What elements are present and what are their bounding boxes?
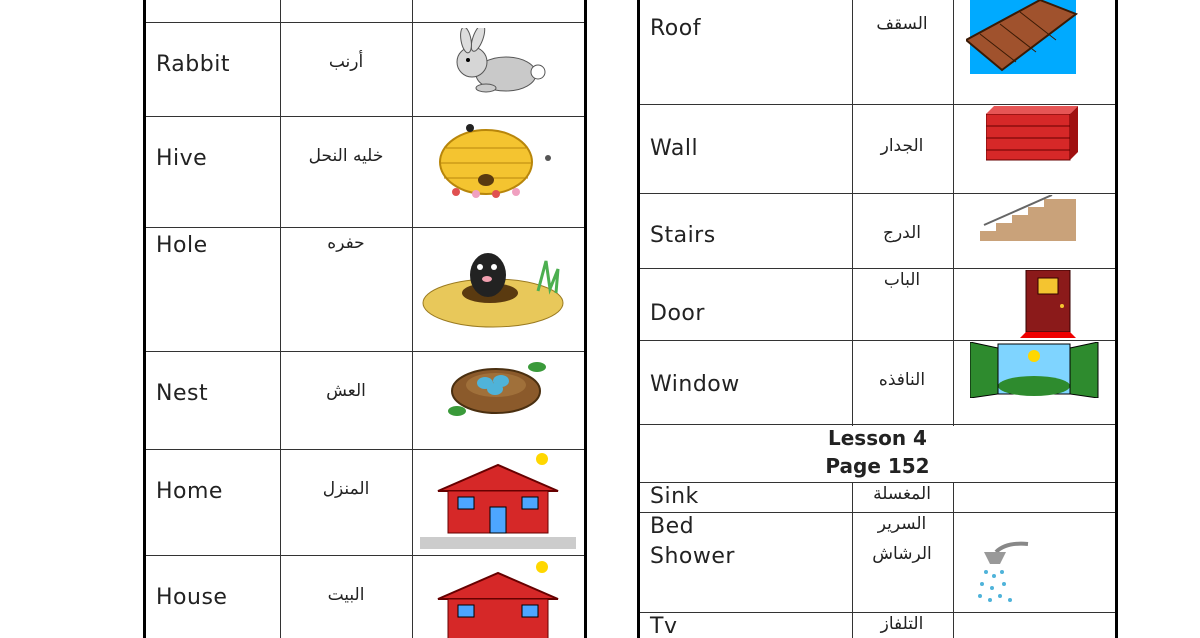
door-picture	[1020, 270, 1080, 340]
table-row	[640, 612, 1115, 638]
english-word: Wall	[650, 136, 699, 161]
table-row	[640, 104, 1115, 194]
english-word: Hole	[156, 233, 208, 258]
stairs-picture	[980, 195, 1076, 268]
english-word: Door	[650, 301, 705, 326]
arabic-word: الرشاش	[872, 544, 932, 564]
table-row	[146, 227, 584, 352]
english-word: Bed	[650, 514, 695, 539]
arabic-word: السقف	[876, 14, 928, 34]
english-word: Sink	[650, 484, 699, 509]
arabic-word: العش	[326, 381, 366, 401]
window-picture	[970, 342, 1100, 424]
shower-picture	[966, 538, 1038, 612]
roof-picture	[966, 0, 1080, 104]
right-vocabulary-table	[637, 0, 1118, 638]
arabic-word: الباب	[883, 270, 921, 290]
arabic-word: النافذه	[878, 370, 926, 390]
arabic-word: الدرج	[882, 223, 921, 243]
table-row	[640, 542, 1115, 613]
rabbit-picture	[436, 28, 548, 116]
english-word: House	[156, 585, 228, 610]
english-word: Nest	[156, 381, 209, 406]
bird-nest-picture	[441, 355, 551, 449]
english-word: Roof	[650, 16, 701, 41]
english-word: Rabbit	[156, 52, 230, 77]
lesson-title: Lesson 4	[828, 426, 927, 450]
lesson-header	[640, 424, 1115, 483]
arabic-word: السرير	[877, 514, 927, 534]
english-word: Hive	[156, 146, 208, 171]
table-row	[640, 0, 1115, 105]
table-row	[640, 482, 1115, 513]
table-row	[146, 351, 584, 450]
arabic-word: المنزل	[322, 479, 370, 499]
arabic-word: أرنب	[328, 52, 364, 72]
arabic-word: البيت	[327, 585, 365, 605]
table-row	[146, 22, 584, 117]
arabic-word: حفره	[327, 233, 365, 253]
table-row	[146, 449, 584, 556]
arabic-word: خليه النحل	[308, 146, 384, 166]
beehive-picture	[426, 118, 556, 227]
home-picture	[418, 451, 578, 555]
table-row	[640, 340, 1115, 425]
table-row	[640, 268, 1115, 341]
mole-hole-picture	[418, 241, 568, 351]
english-word: Shower	[650, 544, 735, 569]
table-row	[146, 0, 584, 23]
table-row	[146, 116, 584, 228]
left-vocabulary-table	[143, 0, 587, 638]
arabic-word: الجدار	[880, 136, 924, 156]
table-row	[640, 193, 1115, 269]
lesson-page: Page 152	[825, 454, 930, 478]
english-word: Tv	[650, 614, 678, 638]
table-row	[146, 555, 584, 638]
arabic-word: المغسلة	[873, 484, 931, 504]
brick-wall-picture	[986, 106, 1078, 193]
table-row	[640, 512, 1115, 542]
english-word: Stairs	[650, 223, 716, 248]
english-word: Home	[156, 479, 223, 504]
house-picture	[418, 559, 578, 638]
english-word: Window	[650, 372, 740, 397]
arabic-word: التلفاز	[880, 614, 924, 634]
